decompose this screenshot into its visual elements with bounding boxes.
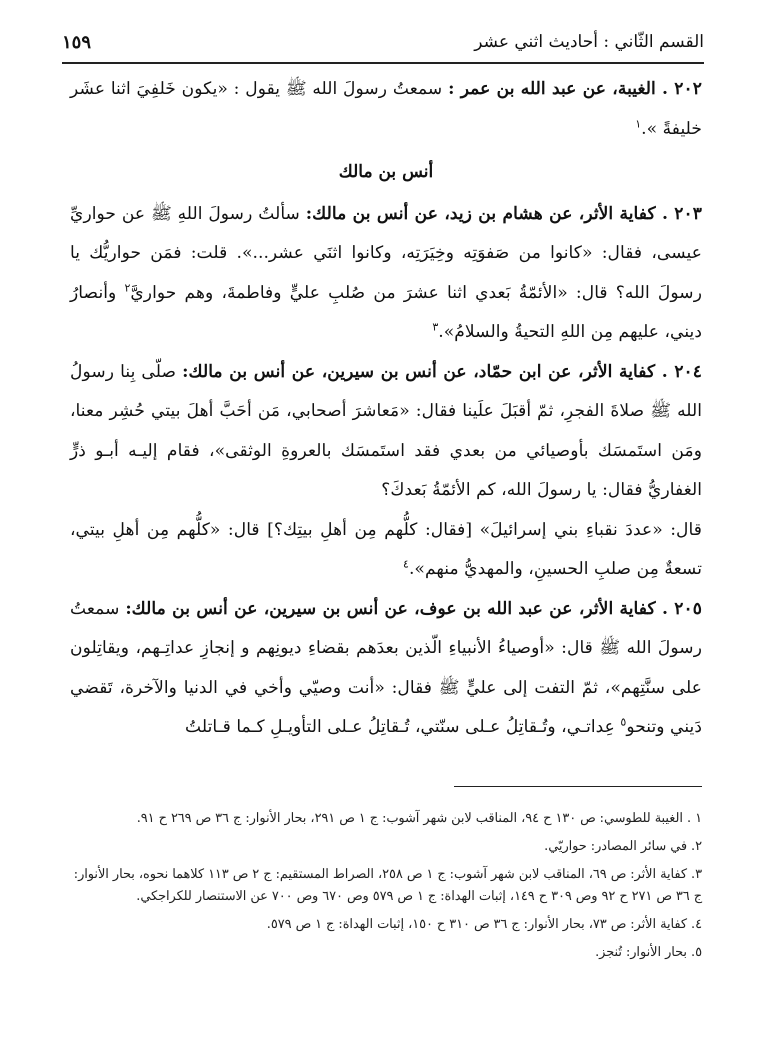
hadith-204 [70, 353, 702, 511]
hadith-203-text-a: سألتُ رسولَ اللهِ ﷺ عن حواريِّ عيسى، فقال: «كانوا من صَفوَتِه وخِيَرَتِه، وكانوا اثنَي عشر...». قلت: فمَن حواريُّك يا رسولَ الله؟ قال: «الأئمّةُ بَعدي اثنا عشرَ من صُلبِ عليٍّ وفاطمةَ، وهم حواريَّ [70, 203, 702, 303]
footnote-1: ١ . الغيبة للطوسي: ص ١٣٠ ح ٩٤، المناقب لابن شهر آشوب: ج ١ ص ٢٩١، بحار الأنوار: ج ٣٦ ص ٢٦٩ ح ٩١. [136, 811, 702, 826]
hadith-202-source: ٢٠٢ . الغيبة، عن عبد الله بن عمر : [448, 79, 702, 99]
hadith-204-source: ٢٠٤ . كفاية الأثر، عن ابن حمّاد، عن أنس بن سيرين، عن أنس بن مالك: [182, 361, 703, 382]
hadith-205-text-b: عِداتـي، وتُـقاتِلُ عـلى سنّتي، تُـقاتِلُ عـلى التأويـلِ كـما قـاتلتُ [185, 717, 621, 737]
footnote-ref-4: ٤ [403, 557, 409, 571]
section-title: أنس بن مالك [338, 162, 434, 182]
footnote-ref-3: ٣ [432, 320, 439, 334]
footnote-5: ٥. بحار الأنوار: تُنجز. [595, 945, 702, 960]
hadith-204-text: صلّى بِنا رسولُ الله ﷺ صلاةَ الفجرِ، ثمّ أقبَلَ علَينا فقال: «مَعاشرَ أصحابي، مَن أحَبَّ أهلَ بيتي حُشِر معنا، ومَن استَمسَك بأوصيائي من بعدي فقد استَمسَك بالعروةِ الوثقى»، فقام إليـه أبـو ذرٍّ الغفاريُّ فقال: يا رسولَ الله، كم الأئمّةُ بَعدكَ؟ [70, 361, 702, 500]
main-text [70, 70, 702, 748]
hadith-202 [70, 70, 702, 149]
footnote-ref-1: ١ [635, 116, 642, 130]
footnote-3: ٣. كفاية الأثر: ص ٦٩، المناقب لابن شهر آشوب: ج ١ ص ٢٥٨، الصراط المستقيم: ج ٢ ص ١١٣ كلاهما نحوه، بحار الأنوار: ج ٣٦ ص ٢٧١ ح ٩٢ وص ٣٠٩ ح ١٤٩، إثبات الهداة: ج ١ ص ٥٧٩ وص ٦٧٠ وص ٧٠٠ عن الاستنصار للكراجكي. [73, 867, 702, 904]
footnote-divider [454, 786, 702, 787]
footnote-ref-2: ٢ [124, 280, 131, 294]
footnote-ref-5: ٥ [620, 715, 627, 729]
footnote-4: ٤. كفاية الأثر: ص ٧٣، بحار الأنوار: ج ٣٦ ص ٣١٠ ح ١٥٠، إثبات الهداة: ج ١ ص ٥٧٩. [266, 917, 702, 932]
hadith-203 [70, 195, 702, 353]
header-title: القسم الثّاني : أحاديث اثني عشر [474, 32, 704, 52]
footnote-2: ٢. في سائر المصادر: حواريّي. [544, 839, 702, 854]
hadith-205-text-a: سمعتُ رسولَ الله ﷺ قال: «أوصياءُ الأنبياءِ الّذين بعدَهم بقضاءِ ديونِهم و إنجازِ عداتِـهم، ويقاتِلون على سنَّتِهم»، ثمّ التفت إلى عليٍّ ﷺ فقال: «أنت وصيّي وأخي في الدنيا والآخرة، تَقضي دَيني وتنحو [70, 598, 702, 737]
hadith-205 [70, 590, 702, 748]
hadith-204-text2: قال: «عددَ نقباءِ بني إسرائيلَ» [فقال: كلُّهم مِن أهلِ بيتِك؟] قال: «كلُّهم مِن أهلِ بيتي، تسعةٌ مِن صلبِ الحسينِ، والمهديُّ منهم». [70, 519, 702, 579]
hadith-205-source: ٢٠٥ . كفاية الأثر، عن عبد الله بن عوف، عن أنس بن سيرين، عن أنس بن مالك: [125, 598, 702, 619]
footnotes [70, 808, 702, 970]
page-number: ١٥٩ [62, 31, 92, 53]
hadith-203-source: ٢٠٣ . كفاية الأثر، عن هشام بن زيد، عن أنس بن مالك: [305, 203, 702, 224]
hadith-202-text: سمعتُ رسولَ الله ﷺ يقول : «يكون خَلفِيَ اثنا عشَر خليفةً ». [70, 79, 702, 139]
hadith-204-continued [70, 511, 702, 590]
running-header [62, 22, 704, 64]
hadith-203-text-b: وأنصارُ ديني، عليهم مِن اللهِ التحيةُ والسلامُ». [70, 282, 702, 342]
